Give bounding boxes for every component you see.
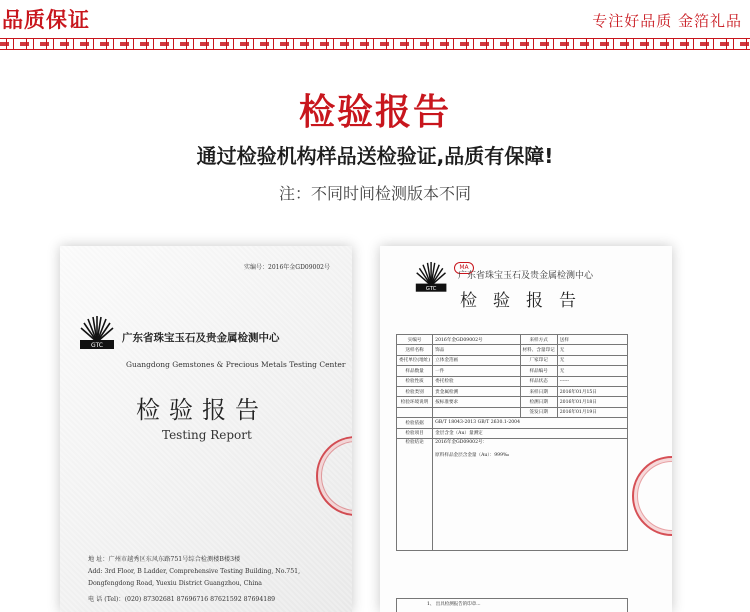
report-table: [396, 334, 628, 551]
table-cell: 检验性质: [397, 376, 433, 386]
report-detail-card: [380, 246, 672, 612]
table-cell: 实编号: [397, 335, 433, 345]
red-seal-stamp: [316, 436, 352, 516]
table-row: [397, 418, 628, 428]
phone-line: 电 话 (Tel)：(020) 87302681 87696716 87621592 87694189: [88, 596, 276, 603]
table-row: [397, 386, 628, 396]
svg-text:GTC: GTC: [91, 342, 103, 349]
gtc-fan-logo-icon: [78, 316, 116, 350]
table-row: [397, 335, 628, 345]
table-row: [397, 428, 628, 438]
address-line: Add: 3rd Floor, B Ladder, Comprehensive Testing Building, No.751,: [88, 568, 301, 575]
table-row: [397, 397, 628, 407]
table-cell: GB/T 18043-2013 GB/T 2630.1-2004: [433, 418, 628, 428]
slogan-label: 专注好品质 金箔礼品: [592, 12, 742, 30]
table-cell: 2016年金GD09002号: [433, 335, 520, 345]
red-seal-stamp: [632, 456, 672, 536]
table-cell: 样品数量: [397, 366, 433, 376]
table-cell: 按标准要求: [433, 397, 520, 407]
table-row: [397, 376, 628, 386]
table-cell: 检验环境说明: [397, 397, 433, 407]
table-cell: 来样日期: [520, 386, 557, 396]
notes-box: 1、 出具检测报告的印章...: [396, 598, 628, 612]
version-note: 注：不同时间检测版本不同: [278, 184, 471, 203]
org-name-cn: 广东省珠宝玉石及贵金属检测中心: [458, 271, 594, 281]
table-cell: [397, 407, 433, 417]
table-cell: 无: [557, 366, 627, 376]
doc-title-cn: 检验报告: [136, 396, 268, 424]
page-title: 检验报告: [298, 92, 451, 133]
table-cell: 贵金属检测: [433, 386, 520, 396]
table-cell: 立体金箔画: [433, 355, 520, 365]
table-cell: 签发日期: [520, 407, 557, 417]
table-cell: 检测日期: [520, 397, 557, 407]
table-cell: 送样: [557, 335, 627, 345]
table-cell: 委托检验: [433, 376, 520, 386]
conclusion-label: 检验结论: [397, 438, 433, 550]
table-cell: [433, 407, 520, 417]
table-cell: 材料、含量印记: [520, 345, 557, 355]
doc-title-en: Testing Report: [162, 428, 252, 442]
table-cell: 来样方式: [520, 335, 557, 345]
table-cell: 检验项目: [397, 428, 433, 438]
address-line: Dongfengdong Road, Yuexiu District Guangzhou, China: [88, 580, 262, 587]
table-row: [397, 366, 628, 376]
conclusion-line: 原料样品金层含金量（Au）：999‰: [435, 453, 510, 459]
table-cell: 金层含金（Au）量测定: [433, 428, 628, 438]
table-cell: 一件: [433, 366, 520, 376]
table-cell: 厂家印记: [520, 355, 557, 365]
table-cell: 样品编号: [520, 366, 557, 376]
table-cell: ------: [557, 376, 627, 386]
org-name-cn: 广东省珠宝玉石及贵金属检测中心: [122, 332, 280, 344]
table-cell: 无: [557, 355, 627, 365]
svg-text:GTC: GTC: [425, 285, 437, 292]
gtc-fan-logo-icon: [414, 262, 448, 293]
table-cell: 无: [557, 345, 627, 355]
table-row: [397, 345, 628, 355]
table-row: [397, 355, 628, 365]
table-row: [397, 438, 628, 550]
conclusion-line: 2016年金GD09002号：: [435, 439, 488, 445]
conclusion-cell: [433, 438, 628, 550]
table-row: [397, 407, 628, 417]
ma-stamp: MA: [454, 262, 474, 274]
table-cell: 2016年01月18日: [557, 397, 627, 407]
address-line: 地 址：广州市越秀区东风东路751号综合检测楼B楼3楼: [88, 556, 241, 563]
table-cell: 检验类别: [397, 386, 433, 396]
header-banner: [0, 0, 750, 54]
table-cell: 样品状态: [520, 376, 557, 386]
table-cell: 2016年01月19日: [557, 407, 627, 417]
page-subtitle: 通过检验机构样品送检验证,品质有保障!: [196, 144, 554, 168]
org-name-en: Guangdong Gemstones & Precious Metals Testing Center: [126, 360, 346, 369]
report-number: 实编号：2016年金GD09002号: [244, 264, 330, 271]
quality-guarantee-label: 品质保证: [2, 7, 90, 32]
doc-title-cn: 检验报告: [460, 291, 592, 311]
table-cell: 饰品: [433, 345, 520, 355]
table-cell: 委托单位(地址): [397, 355, 433, 365]
table-cell: 2016年01月15日: [557, 386, 627, 396]
report-cover-card: [60, 246, 352, 612]
fret-border-decoration: [0, 38, 750, 50]
table-cell: 送样名称: [397, 345, 433, 355]
table-cell: 检验依据: [397, 418, 433, 428]
